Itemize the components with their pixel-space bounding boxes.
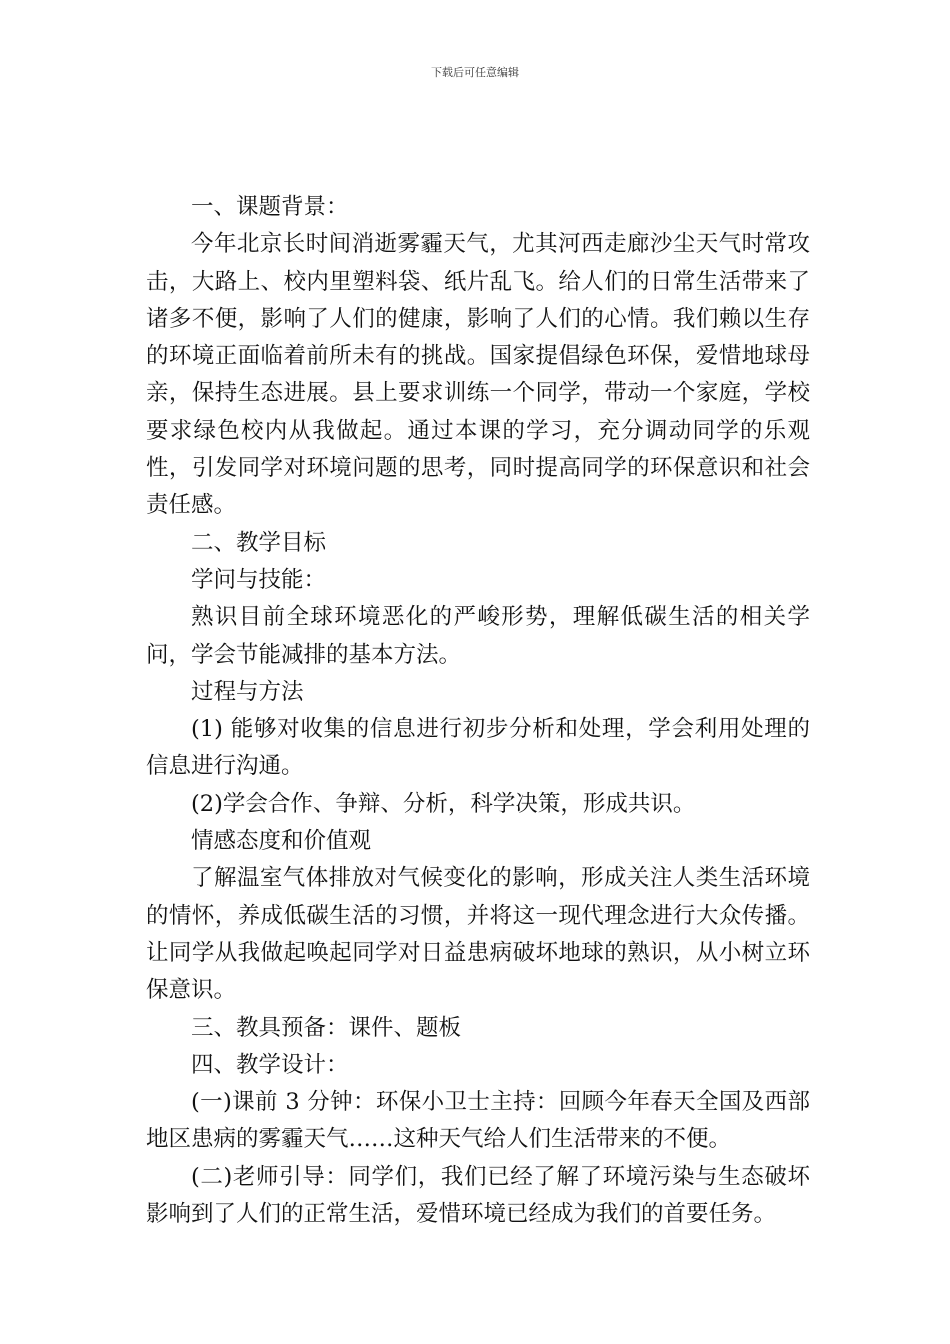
heading-objectives: 二、教学目标 — [191, 529, 327, 556]
document-body — [146, 189, 810, 1233]
subheading-attitude-values: 情感态度和价值观 — [191, 828, 372, 855]
paragraph-background: 今年北京长时间消逝雾霾天气，尤其河西走廊沙尘天气时常攻击，大路上、校内里塑料袋、纸片乱飞。给人们的日常生活带来了诸多不便，影响了人们的健康，影响了人们的心情。我们赖以生存的环境正面临着前所未有的挑战。国家提倡绿色环保，爱惜地球母亲，保持生态进展。县上要求训练一个同学，带动一个家庭，学校要求绿色校内从我做起。通过本课的学习，充分调动同学的乐观性，引发同学对环境问题的思考，同时提高同学的环保意识和社会责任感。 — [146, 231, 810, 519]
subheading-process-method: 过程与方法 — [191, 678, 304, 705]
page-header: 下载后可任意编辑 — [431, 66, 519, 79]
paragraph-attitude-values: 了解温室气体排放对气候变化的影响，形成关注人类生活环境的情怀，养成低碳生活的习惯，并将这一现代理念进行大众传播。让同学从我做起唤起同学对日益患病破坏地球的熟识，从小树立环保意识。 — [146, 865, 810, 1004]
heading-background: 一、课题背景： — [191, 194, 349, 220]
paragraph-design-1: (一)课前 3 分钟：环保小卫士主持：回顾今年春天全国及西部地区患病的雾霾天气……这种天气给人们生活带来的不便。 — [146, 1089, 810, 1153]
subheading-knowledge-skills: 学问与技能： — [191, 566, 327, 593]
list-item-process-2: (2)学会合作、争辩、分析，科学决策，形成共识。 — [191, 790, 696, 817]
heading-design: 四、教学设计： — [191, 1051, 349, 1078]
paragraph-knowledge-skills: 熟识目前全球环境恶化的严峻形势，理解低碳生活的相关学问，学会节能减排的基本方法。 — [146, 604, 810, 668]
heading-materials: 三、教具预备：课件、题板 — [191, 1014, 462, 1041]
list-item-process-1: (1) 能够对收集的信息进行初步分析和处理，学会利用处理的信息进行沟通。 — [146, 716, 810, 780]
paragraph-design-2: (二)老师引导：同学们，我们已经了解了环境污染与生态破坏影响到了人们的正常生活，爱惜环境已经成为我们的首要任务。 — [146, 1163, 810, 1228]
